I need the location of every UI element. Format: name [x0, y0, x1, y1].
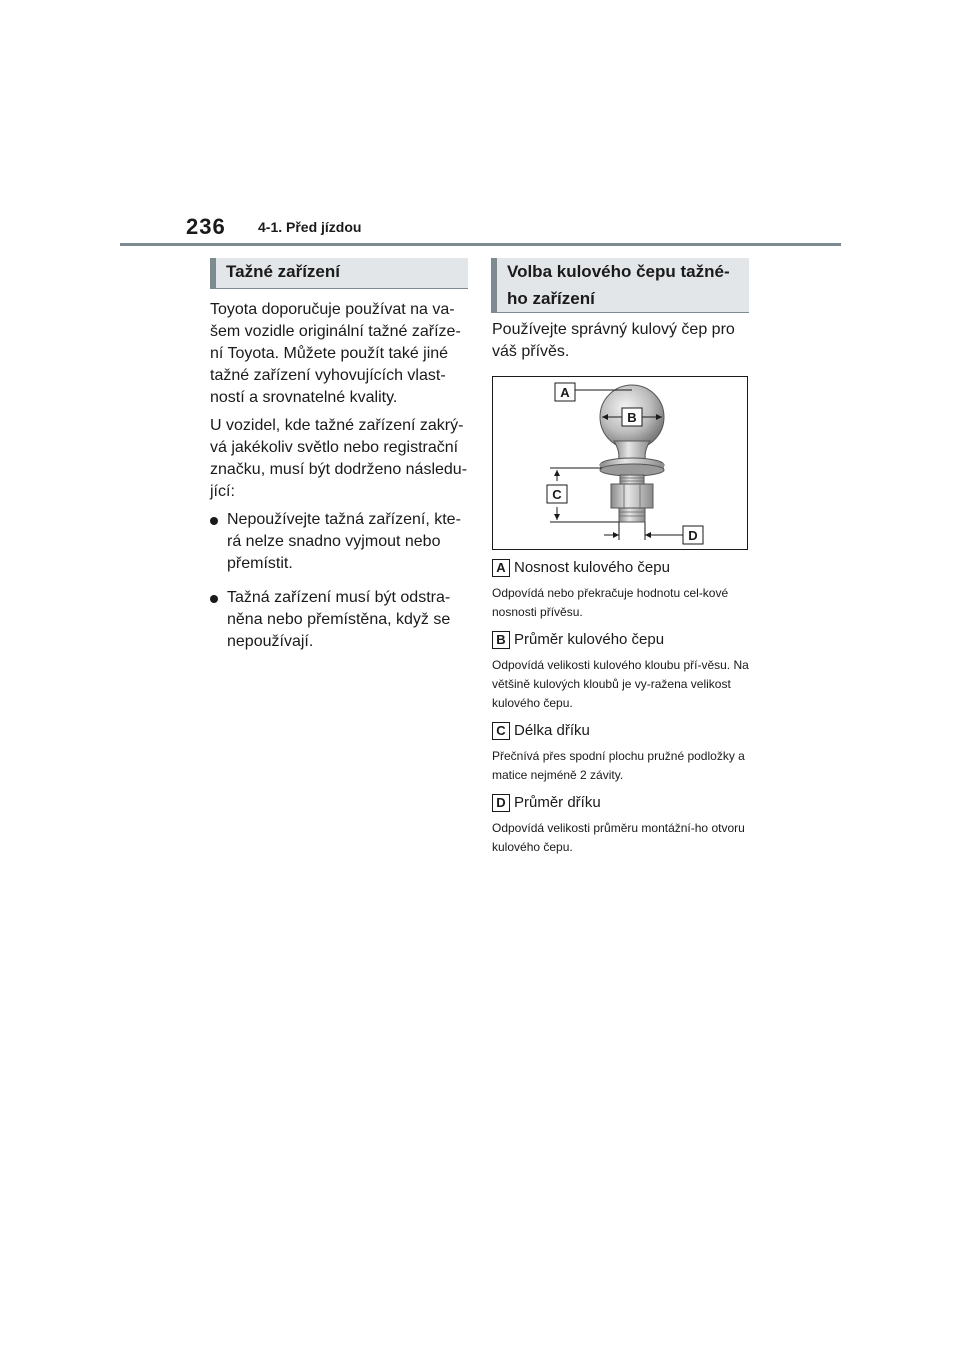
- definition-d: [492, 793, 750, 857]
- left-column: [210, 299, 470, 665]
- letter-badge: C: [492, 722, 510, 740]
- paragraph: Toyota doporučuje používat na va-šem vozidle originální tažné zaříze-ní Toyota. Můžete použít také jiné tažné zařízení vyhovujících vlast-ností a srovnatelné kvality.: [210, 301, 461, 406]
- definition-title: [492, 793, 750, 813]
- bullet-icon: [210, 517, 218, 525]
- list-item-text: Nepoužívejte tažná zařízení, kte-rá nelze snadno vyjmout nebo přemístit.: [227, 511, 461, 572]
- definition-a: [492, 558, 750, 622]
- page-number: 236: [186, 214, 226, 239]
- list-item-text: Tažná zařízení musí být odstra-něna nebo přemístěna, když se nepoužívají.: [227, 589, 451, 650]
- bullet-list: [210, 509, 470, 653]
- label-a: A: [560, 385, 570, 400]
- letter-badge: A: [492, 559, 510, 577]
- letter-badge: B: [492, 631, 510, 649]
- definition-b: [492, 630, 750, 713]
- definition-title-text: Průměr dříku: [514, 794, 601, 811]
- definitions-list: [492, 558, 750, 865]
- intro-text: Používejte správný kulový čep pro váš přívěs.: [492, 321, 735, 360]
- heading-tazne-zarizeni: [210, 258, 468, 288]
- letter-badge: D: [492, 794, 510, 812]
- heading-text: Tažné zařízení: [226, 262, 340, 281]
- bullet-icon: [210, 595, 218, 603]
- definition-desc: Odpovídá velikosti průměru montážní-ho otvoru kulového čepu.: [492, 821, 745, 854]
- tow-ball-illustration: [493, 377, 747, 549]
- definition-title: [492, 558, 750, 578]
- heading-underline: [210, 288, 468, 289]
- definition-desc: Odpovídá nebo překračuje hodnotu cel-kové nosnosti přívěsu.: [492, 586, 729, 619]
- definition-title-text: Nosnost kulového čepu: [514, 559, 670, 576]
- definition-title-text: Délka dříku: [514, 722, 590, 739]
- list-item: [210, 509, 470, 575]
- definition-title: [492, 630, 750, 650]
- header-divider: [120, 243, 841, 246]
- list-item: [210, 587, 470, 653]
- paragraph: U vozidel, kde tažné zařízení zakrý-vá jakékoliv světlo nebo registrační značku, musí být dodrženo následu-jící:: [210, 417, 468, 500]
- heading-volba-kuloveho-cepu: [491, 258, 749, 312]
- intro-block: [492, 319, 748, 363]
- section-title: 4-1. Před jízdou: [258, 219, 362, 235]
- label-b: B: [627, 410, 637, 425]
- definition-c: [492, 721, 750, 785]
- definition-desc: Odpovídá velikosti kulového kloubu pří-věsu. Na většině kulových kloubů je vy-ražena velikost kulového čepu.: [492, 658, 749, 710]
- label-c: C: [552, 487, 562, 502]
- heading-text-line2: ho zařízení: [507, 289, 595, 308]
- definition-title-text: Průměr kulového čepu: [514, 631, 665, 648]
- heading-text-line1: Volba kulového čepu tažné-: [507, 262, 730, 281]
- tow-ball-diagram: [492, 376, 748, 550]
- definition-title: [492, 721, 750, 741]
- definition-desc: Přečnívá přes spodní plochu pružné podložky a matice nejméně 2 závity.: [492, 749, 745, 782]
- label-d: D: [688, 528, 698, 543]
- heading-underline: [491, 312, 749, 313]
